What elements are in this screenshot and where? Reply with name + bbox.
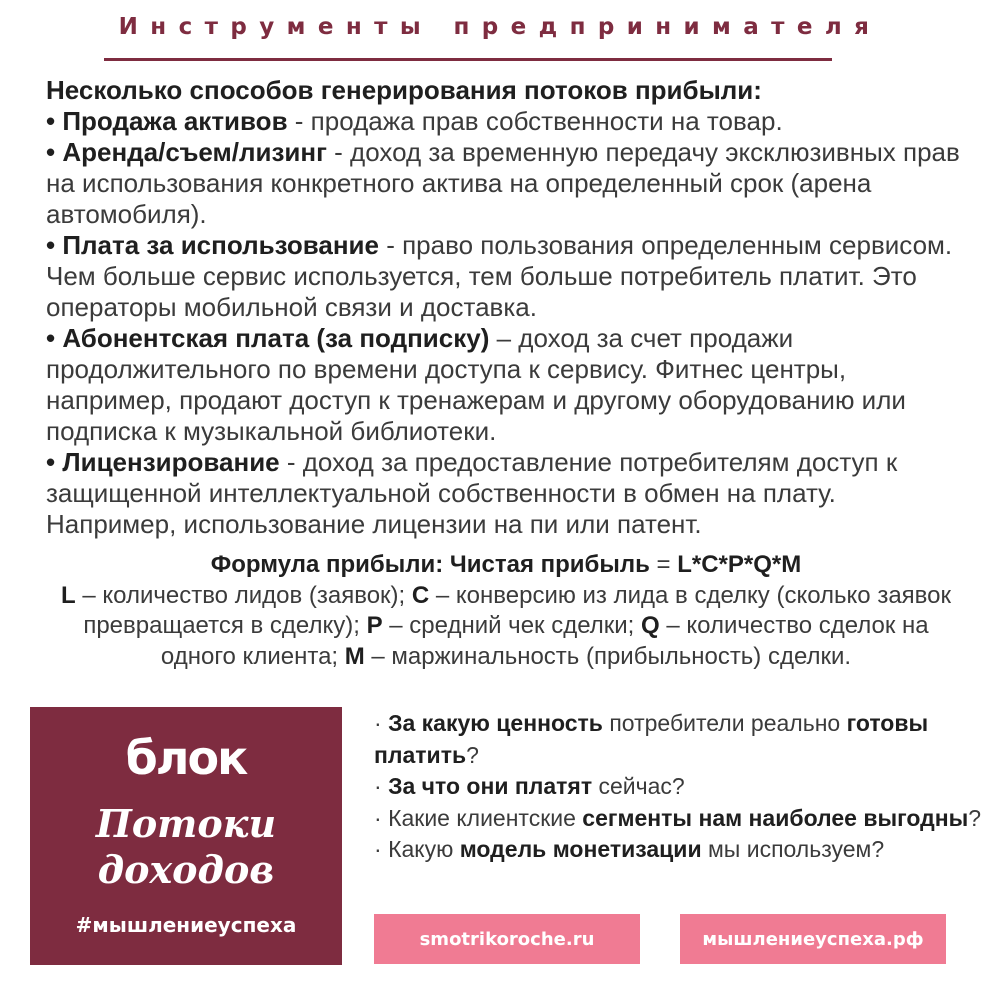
formula-heading xyxy=(46,550,966,581)
method-title: Продажа активов xyxy=(62,106,288,136)
bullet: • xyxy=(46,106,56,136)
bullet: · xyxy=(374,710,382,736)
questions-list xyxy=(374,708,984,866)
intro-heading: Несколько способов генерирования потоков прибыли: xyxy=(46,75,762,105)
term-key: C xyxy=(411,581,430,609)
bullet: · xyxy=(374,804,382,831)
method-description: - доход за временную передачу эксклюзивных прав на использования конкретного актива на определенный срок (арена автомобиля). xyxy=(46,137,960,229)
method-title: Аренда/съем/лизинг xyxy=(62,137,327,167)
method-description: - продажа прав собственности на товар. xyxy=(287,106,783,136)
method-title: Плата за использование xyxy=(62,230,379,260)
bullet: • xyxy=(46,137,56,167)
header-divider xyxy=(104,58,832,61)
method-item xyxy=(46,230,966,323)
bullet: · xyxy=(374,773,382,799)
method-title: Лицензирование xyxy=(62,447,280,477)
method-description: – доход за счет продажи продолжительного по времени доступа к сервису. Фитнес центры, например, продают доступ к тренажерам и другому оборудованию или подписка к музыкальной библиотеки. xyxy=(46,323,906,446)
formula-label: Формула прибыли: Чистая прибыль xyxy=(210,551,650,578)
method-title: Абонентская плата (за подписку) xyxy=(62,323,490,353)
question-item: · Какую модель монетизации мы используем? xyxy=(374,836,885,862)
question-item: · Какие клиентские сегменты нам наиболее выгодны? xyxy=(374,804,982,831)
block-label: блок xyxy=(125,731,247,785)
term-key: L xyxy=(61,581,76,609)
term-key: P xyxy=(366,612,383,639)
block-title xyxy=(30,801,342,893)
question-item: · За что они платят сейчас? xyxy=(374,773,685,799)
formula-expression: L*C*P*Q*M xyxy=(677,551,802,578)
bullet: • xyxy=(46,447,56,477)
bullet: · xyxy=(374,836,382,862)
method-item xyxy=(46,137,966,230)
hashtag: #мышлениеуспеха xyxy=(75,913,297,937)
method-description: - право пользования определенным сервисом. Чем больше сервис используется, тем больше потребитель платит. Это операторы мобильной связи и доставка. xyxy=(46,230,953,322)
profit-formula xyxy=(46,550,966,672)
method-item xyxy=(46,447,966,540)
method-item xyxy=(46,323,966,447)
formula-equals: = xyxy=(649,551,678,578)
term-key: Q xyxy=(641,612,660,639)
term-text: – количество лидов (заявок); xyxy=(75,581,412,609)
block-badge xyxy=(30,707,342,965)
site-link-button[interactable]: мышлениеуспеха.рф xyxy=(680,914,946,964)
bullet: • xyxy=(46,323,56,353)
term-text: – маржинальность (прибыльность) сделки. xyxy=(364,642,852,670)
bullet: • xyxy=(46,230,56,260)
site-link-button[interactable]: smotrikoroche.ru xyxy=(374,914,640,964)
term-text: – конверсию из лида в сделку (сколько заявок превращается в сделку); xyxy=(83,581,951,639)
methods-section xyxy=(46,75,966,540)
method-item xyxy=(46,106,966,137)
block-title-line: доходов xyxy=(97,847,275,892)
question-item: · За какую ценность потребители реально готовы платить? xyxy=(374,710,929,768)
term-text: – средний чек сделки; xyxy=(382,612,642,639)
formula-legend xyxy=(46,581,966,673)
term-text: – количество сделок на одного клиента; xyxy=(160,612,929,670)
term-key: M xyxy=(344,642,365,670)
method-description: - доход за предоставление потребителям доступ к защищенной интеллектуальной собственности в обмен на плату. Например, использование лицензии на пи или патент. xyxy=(46,447,898,539)
block-title-line: Потоки xyxy=(95,801,277,846)
page-title: Инструменты предпринимателя xyxy=(118,14,882,40)
